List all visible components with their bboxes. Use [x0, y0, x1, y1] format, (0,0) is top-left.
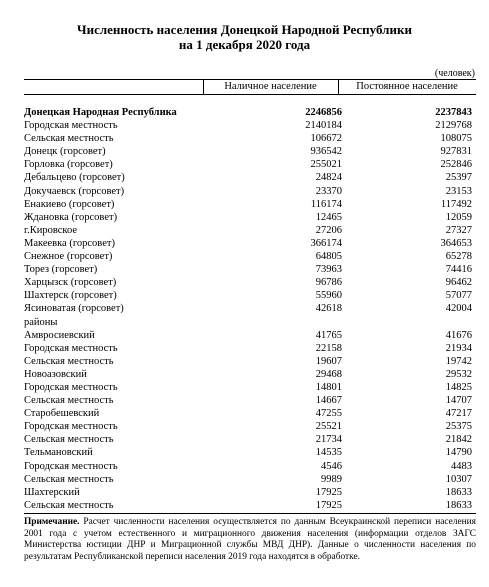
row-name: Тельмановский: [24, 447, 93, 459]
table-row: [24, 132, 476, 145]
row-present-value: 366174: [310, 237, 342, 249]
row-permanent-value: 927831: [440, 146, 472, 158]
title-line-1: Численность населения Донецкой Народной Республики: [77, 22, 412, 37]
row-present-value: 9989: [321, 473, 342, 485]
table-row: [24, 276, 476, 289]
row-name: Сельская местность: [24, 395, 114, 407]
table-row: [24, 237, 476, 250]
table-row: [24, 433, 476, 446]
row-present-value: 23370: [315, 185, 342, 197]
row-permanent-value: 108075: [440, 133, 472, 145]
row-name: Макеевка (горсовет): [24, 237, 115, 249]
row-present-value: 936542: [310, 146, 342, 158]
unit-label: (человек): [434, 68, 475, 79]
table-bottom-rule: [24, 513, 476, 514]
row-permanent-value: 4483: [451, 460, 472, 472]
row-present-value: 27206: [315, 224, 342, 236]
row-name: Городская местность: [24, 120, 118, 132]
row-permanent-value: 2129768: [435, 120, 472, 132]
row-present-value: 42618: [315, 303, 342, 315]
row-permanent-value: 47217: [445, 408, 472, 420]
row-permanent-value: 18633: [445, 499, 472, 511]
table-row: [24, 250, 476, 263]
row-name: Енакиево (горсовет): [24, 198, 115, 210]
footnote-text: Расчет численности населения осуществляется по данным Всеукраинской переписи населения 2001 года с учетом естественного и миграционного движения населения (информации отделов ЗАГС Министерства юстиции ДНР и Миграционной службы МВД ДНР). Данные о численности населения по результатам Республиканской переписи населения 2019 года находятся в обработке.: [24, 517, 476, 563]
footnote-label: Примечание.: [24, 517, 80, 527]
row-name: Дебальцево (горсовет): [24, 172, 125, 184]
row-name: Старобешевский: [24, 408, 100, 420]
row-present-value: 17925: [315, 486, 342, 498]
column-header-permanent: Постоянное население: [356, 81, 458, 92]
row-present-value: 22158: [315, 342, 342, 354]
row-name: Шахтерск (горсовет): [24, 290, 117, 302]
row-name: Снежное (горсовет): [24, 251, 113, 263]
row-present-value: 47255: [315, 408, 342, 420]
table-row: [24, 486, 476, 499]
row-present-value: 14801: [315, 381, 342, 393]
row-name: Торез (горсовет): [24, 264, 98, 276]
table-row: [24, 211, 476, 224]
table-row: [24, 368, 476, 381]
row-permanent-value: 57077: [445, 290, 472, 302]
row-name: Новоазовский: [24, 368, 87, 380]
table-row: [24, 145, 476, 158]
column-header-present: Наличное население: [224, 81, 317, 92]
row-name: Городская местность: [24, 421, 118, 433]
table-row: [24, 342, 476, 355]
row-permanent-value: 25375: [445, 421, 472, 433]
footnote: [24, 517, 476, 564]
row-present-value: 96786: [315, 277, 342, 289]
row-permanent-value: 14825: [445, 381, 472, 393]
row-permanent-value: 364653: [440, 237, 472, 249]
row-permanent-value: 21934: [445, 342, 472, 354]
title-line-2: на 1 декабря 2020 года: [178, 37, 311, 52]
row-present-value: 73963: [315, 264, 342, 276]
row-name: Городская местность: [24, 460, 118, 472]
row-name: Донецкая Народная Республика: [24, 107, 177, 118]
table-row: [24, 119, 476, 132]
table-row: [24, 185, 476, 198]
row-present-value: 255021: [310, 159, 342, 171]
row-permanent-value: 2237843: [435, 107, 472, 118]
row-name: Шахтерский: [24, 486, 80, 498]
row-name: Донецк (горсовет): [24, 146, 106, 158]
row-permanent-value: 96462: [445, 277, 472, 289]
table-row: [24, 224, 476, 237]
row-name: Ждановка (горсовет): [24, 211, 118, 223]
row-permanent-value: 117492: [440, 198, 472, 210]
row-permanent-value: 19742: [445, 355, 472, 367]
row-present-value: 116174: [310, 198, 342, 210]
row-permanent-value: 10307: [445, 473, 472, 485]
row-present-value: 25521: [315, 421, 342, 433]
row-name: Харцызск (горсовет): [24, 277, 117, 289]
table-row: [24, 158, 476, 171]
row-present-value: 106672: [310, 133, 342, 145]
row-present-value: 17925: [315, 499, 342, 511]
row-permanent-value: 18633: [445, 486, 472, 498]
row-present-value: 14667: [315, 395, 342, 407]
row-present-value: 29468: [315, 368, 342, 380]
row-present-value: 4546: [321, 460, 342, 472]
row-permanent-value: 12059: [445, 211, 472, 223]
table-header-rule: [24, 94, 476, 95]
row-name: Сельская местность: [24, 133, 114, 145]
row-present-value: 24824: [315, 172, 342, 184]
row-name: Сельская местность: [24, 434, 114, 446]
row-permanent-value: 41676: [445, 329, 472, 341]
row-name: Городская местность: [24, 342, 118, 354]
row-name: районы: [24, 316, 58, 328]
table-row: [24, 329, 476, 342]
row-permanent-value: 23153: [445, 185, 472, 197]
row-name: Горловка (горсовет): [24, 159, 113, 171]
row-permanent-value: 14707: [445, 395, 472, 407]
row-present-value: 55960: [315, 290, 342, 302]
table-row: [24, 499, 476, 512]
row-present-value: 2246856: [305, 107, 342, 118]
row-permanent-value: 29532: [445, 368, 472, 380]
table-row: [24, 289, 476, 302]
document-title: [0, 22, 489, 52]
row-permanent-value: 14790: [445, 447, 472, 459]
row-name: Сельская местность: [24, 499, 114, 511]
table-row: [24, 446, 476, 459]
table-row: [24, 420, 476, 433]
row-present-value: 64805: [315, 251, 342, 263]
row-permanent-value: 74416: [445, 264, 472, 276]
row-present-value: 19607: [315, 355, 342, 367]
table-row: [24, 263, 476, 276]
row-name: Докучаевск (горсовет): [24, 185, 125, 197]
row-permanent-value: 25397: [445, 172, 472, 184]
row-name: Сельская местность: [24, 355, 114, 367]
row-name: Сельская местность: [24, 473, 114, 485]
row-name: Ясиноватая (горсовет): [24, 303, 124, 315]
table-row: [24, 302, 476, 315]
row-name: Городская местность: [24, 381, 118, 393]
table-row: [24, 106, 476, 119]
row-permanent-value: 27327: [445, 224, 472, 236]
row-present-value: 12465: [315, 211, 342, 223]
row-name: г.Кировское: [24, 224, 78, 236]
table-row: [24, 355, 476, 368]
row-permanent-value: 21842: [445, 434, 472, 446]
table-row: [24, 473, 476, 486]
table-row: [24, 198, 476, 211]
row-permanent-value: 65278: [445, 251, 472, 263]
table-row: [24, 171, 476, 184]
row-present-value: 41765: [315, 329, 342, 341]
row-present-value: 14535: [315, 447, 342, 459]
row-name: Амвросиевский: [24, 329, 95, 341]
row-permanent-value: 42004: [445, 303, 472, 315]
table-row: [24, 407, 476, 420]
row-present-value: 2140184: [305, 120, 342, 132]
table-row: [24, 460, 476, 473]
table-row: [24, 394, 476, 407]
population-table: [24, 106, 476, 512]
row-present-value: 21734: [315, 434, 342, 446]
table-row: [24, 316, 476, 329]
row-permanent-value: 252846: [440, 159, 472, 171]
table-row: [24, 381, 476, 394]
